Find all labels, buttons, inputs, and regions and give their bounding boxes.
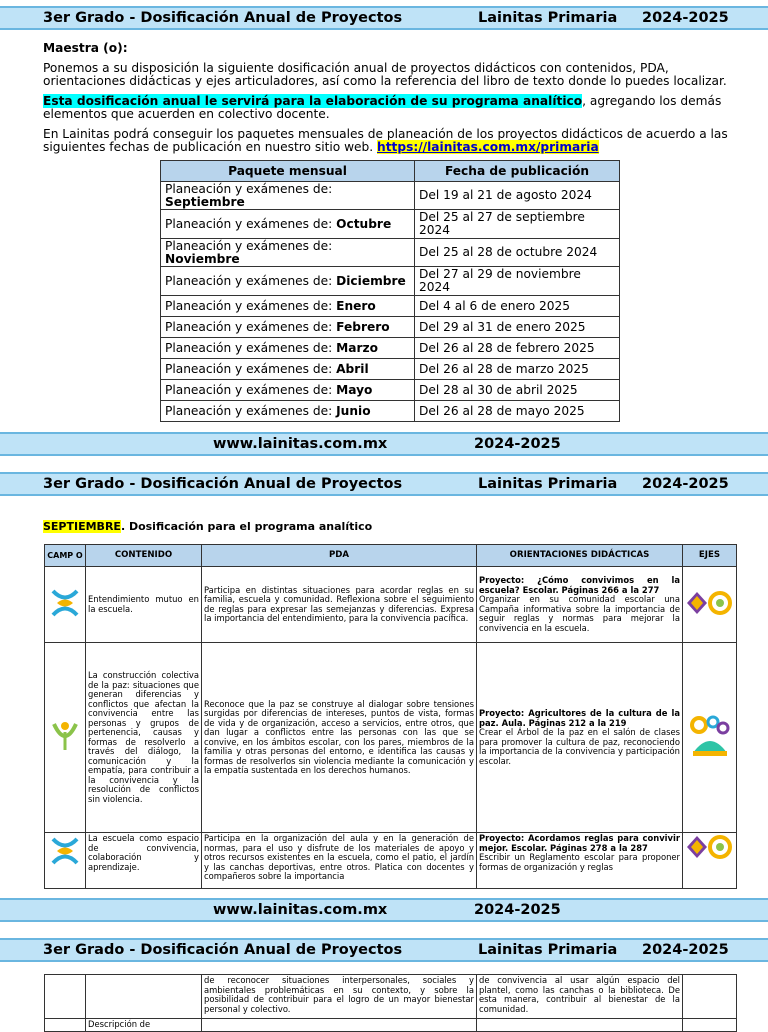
school-year: 2024-2025 [642,476,729,492]
orientaciones-cell: Proyecto: Agricultores de la cultura de la paz. Aula. Páginas 212 a la 219 Crear el Árbol de la paz en el salón de clases para promover la cultura de paz, reconociendo la importancia de la convivencia y participación escolar. [477,643,683,833]
footer-site: www.lainitas.com.mx [213,436,388,452]
orientaciones-cell: Proyecto: Acordamos reglas para convivir mejor. Escolar. Páginas 278 a la 287 Escribir un Reglamento escolar para proponer formas de organización y reglas [477,833,683,889]
contenido-cell: La construcción colectiva de la paz: situaciones que generan diferencias y conflictos que afectan la convivencia entre las personas y grupos de pertenencia, causas y formas de resolverlo a través del diálogo, la comunicación y la empatía, para contribuir a la convivencia y la resolución de conflictos sin violencia. [86,643,202,833]
orientaciones-cell: de convivencia al usar algún espacio del plantel, como las canchas o la biblioteca. De esta manera, contribuir al bienestar de la comunidad. [477,975,683,1019]
package-month: Abril [336,361,369,376]
column-header-orientaciones: ORIENTACIONES DIDÁCTICAS [477,545,683,567]
publication-date: Del 26 al 28 de marzo 2025 [415,359,620,380]
school-year: 2024-2025 [642,10,729,26]
package-month: Marzo [336,340,378,355]
table-row [161,338,620,359]
intro-text [43,42,736,161]
publication-date: Del 25 al 28 de octubre 2024 [415,239,620,267]
publication-date: Del 25 al 27 de septiembre 2024 [415,210,620,239]
ejes-cell [683,643,737,833]
pda-cell: Participa en la organización del aula y en la generación de normas, para el uso y disfrute de los materiales de apoyo y otros recursos existentes en la escuela, como el patio, el jardín y las canchas deportivas, entre otros. Platica con docentes y compañeros sobre la importancia [202,833,477,889]
pda-cell: Participa en distintas situaciones para acordar reglas en su familia, escuela y comunidad. Reflexiona sobre el seguimiento de reglas para expresar las semejanzas y diferencias. Expresa la importancia del entendimiento, para la convivencia pacífica. [202,567,477,643]
campo-cell [45,643,86,833]
publication-date: Del 29 al 31 de enero 2025 [415,317,620,338]
package-cell: Planeación y exámenes de: Diciembre [161,267,415,296]
contenido-cell [86,975,202,1019]
package-cell: Planeación y exámenes de: Marzo [161,338,415,359]
publication-date: Del 4 al 6 de enero 2025 [415,296,620,317]
package-month: Octubre [336,216,392,231]
section-title: SEPTIEMBRE. Dosificación para el programa analítico [43,520,373,533]
table-row [45,1019,737,1032]
table-row [161,359,620,380]
package-cell: Planeación y exámenes de: Octubre [161,210,415,239]
table-row [161,317,620,338]
packages-table [160,160,620,422]
contenido-cell: Descripción de [86,1019,202,1032]
package-month: Septiembre [165,194,245,209]
footer-site: www.lainitas.com.mx [213,902,388,918]
publication-date: Del 28 al 30 de abril 2025 [415,380,620,401]
contenido-cell: La escuela como espacio de convivencia, colaboración y aprendizaje. [86,833,202,889]
orientaciones-cell: Proyecto: ¿Cómo convivimos en la escuela? Escolar. Páginas 266 a la 277 Organizar en su comunidad escolar una Campaña informativa sobre la importancia de seguir reglas y normas para mejorar la convivencia en la escuela. [477,567,683,643]
campo-etica-naturaleza-icon [48,834,82,868]
package-cell: Planeación y exámenes de: Abril [161,359,415,380]
orientaciones-cell [477,1019,683,1032]
package-cell: Planeación y exámenes de: Mayo [161,380,415,401]
school-year: 2024-2025 [642,942,729,958]
pda-cell: de reconocer situaciones interpersonales, sociales y ambientales problemáticas en su contexto, y sobre la posibilidad de contribuir para el logro de un mayor bienestar personal y colectivo. [202,975,477,1019]
package-month: Enero [336,298,376,313]
column-header-pda: PDA [202,545,477,567]
campo-etica-naturaleza-icon [48,586,82,620]
table-row [161,239,620,267]
table-row [45,833,737,889]
package-cell: Planeación y exámenes de: Febrero [161,317,415,338]
package-cell: Planeación y exámenes de: Septiembre [161,182,415,210]
package-cell: Planeación y exámenes de: Enero [161,296,415,317]
ejes-cell [683,567,737,643]
table-row [45,975,737,1019]
column-header-contenido: CONTENIDO [86,545,202,567]
package-month: Junio [336,403,371,418]
page-header [0,938,768,962]
campo-cell [45,567,86,643]
column-header-paquete: Paquete mensual [161,161,415,182]
table-row [161,210,620,239]
greeting: Maestra (o): [43,41,128,55]
table-row [45,567,737,643]
publication-date: Del 19 al 21 de agosto 2024 [415,182,620,210]
pda-cell: Reconoce que la paz se construye al dialogar sobre tensiones surgidas por diferencias de intereses, puntos de vista, formas de vida y de organización, acceso a servicios, entre otros, que dan lugar a conflictos entre las personas con las que se convive, en los ámbitos escolar, con los pares, miembros de la familia y otras personas del entorno, e identifica las causas y formas de resolverlos sin violencia mediante la comunicación y la empatía sustentada en los derechos humanos. [202,643,477,833]
ejes-icons [686,834,734,860]
ejes-cell [683,1019,737,1032]
publication-date: Del 26 al 28 de mayo 2025 [415,401,620,422]
intro-paragraph-1: Ponemos a su disposición la siguiente dosificación anual de proyectos didácticos con contenidos, PDA, orientaciones didácticas y ejes articuladores, así como la referencia del libro de texto donde lo puedes localizar. [43,60,727,88]
ejes-cell [683,975,737,1019]
page-header [0,472,768,496]
page-header [0,6,768,30]
column-header-ejes: EJES [683,545,737,567]
brand-name: Lainitas Primaria [478,476,618,492]
contenido-cell: Entendimiento mutuo en la escuela. [86,567,202,643]
month-label: SEPTIEMBRE [43,520,121,533]
campo-cell [45,833,86,889]
page-footer [0,432,768,456]
page-footer [0,898,768,922]
publication-date: Del 26 al 28 de febrero 2025 [415,338,620,359]
column-header-fecha: Fecha de publicación [415,161,620,182]
column-header-campo: CAMP O [45,545,86,567]
package-month: Febrero [336,319,390,334]
footer-year: 2024-2025 [474,902,561,918]
package-cell: Planeación y exámenes de: Noviembre [161,239,415,267]
campo-de-lo-humano-icon [48,718,82,754]
document-title: 3er Grado - Dosificación Anual de Proyectos [43,10,403,26]
campo-cell [45,975,86,1019]
highlighted-note: Esta dosificación anual le servirá para la elaboración de su programa analítico [43,93,583,108]
package-month: Noviembre [165,251,240,266]
intro-paragraph-3: En Lainitas podrá conseguir los paquetes mensuales de planeación de los proyectos didácticos de acuerdo a las siguientes fechas de publicación en nuestro sitio web. https://lainitas.com.mx/primaria [43,126,728,154]
table-row [161,182,620,210]
table-row [45,643,737,833]
intro-paragraph-2: Esta dosificación anual le servirá para la elaboración de su programa analítico, agregando los demás elementos que acuerden en colectivo docente. [43,93,722,121]
publication-date: Del 27 al 29 de noviembre 2024 [415,267,620,296]
website-link[interactable]: https://lainitas.com.mx/primaria [377,140,599,154]
footer-year: 2024-2025 [474,436,561,452]
table-row [161,401,620,422]
pda-cell [202,1019,477,1032]
package-month: Diciembre [336,273,406,288]
campo-cell [45,1019,86,1032]
table-row [161,296,620,317]
package-month: Mayo [336,382,373,397]
ejes-icons [687,713,733,759]
dosificacion-table-continuation [44,974,737,1032]
brand-name: Lainitas Primaria [478,10,618,26]
ejes-cell [683,833,737,889]
brand-name: Lainitas Primaria [478,942,618,958]
table-row [161,380,620,401]
document-title: 3er Grado - Dosificación Anual de Proyectos [43,476,403,492]
dosificacion-table [44,544,737,889]
ejes-icons [686,590,734,616]
document-title: 3er Grado - Dosificación Anual de Proyectos [43,942,403,958]
table-row [161,267,620,296]
package-cell: Planeación y exámenes de: Junio [161,401,415,422]
